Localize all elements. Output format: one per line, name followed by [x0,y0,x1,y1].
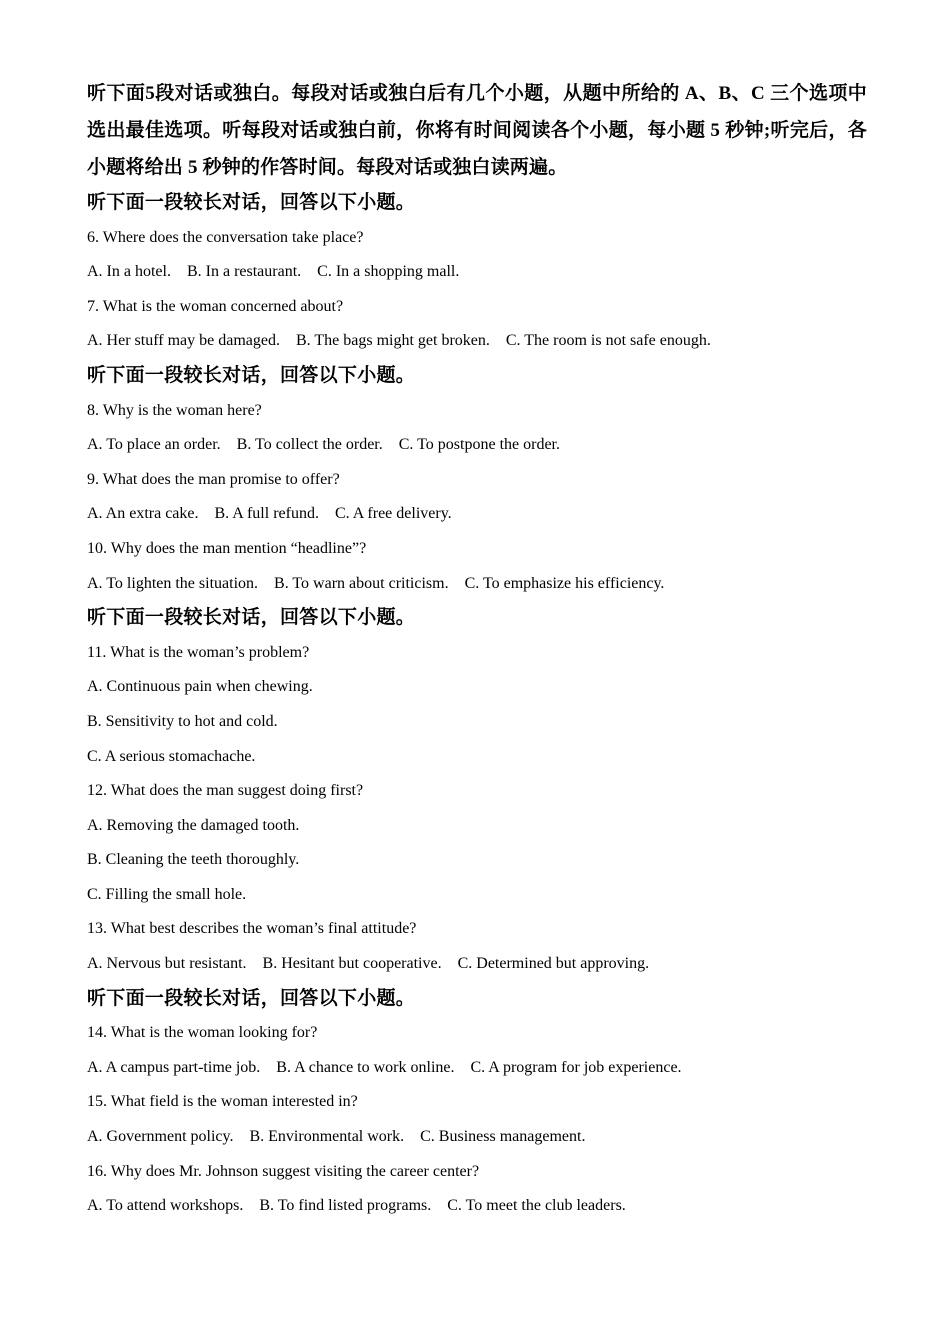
question-section [87,359,867,601]
answer-options: A. Removing the damaged tooth. [87,816,300,834]
answer-options: A. To lighten the situation. B. To warn about criticism. C. To emphasize his efficiency. [87,574,665,592]
question-text: 9. What does the man promise to offer? [87,470,340,488]
answer-options: B. Sensitivity to hot and cold. [87,712,278,730]
answer-options: A. To attend workshops. B. To find listed programs. C. To meet the club leaders. [87,1197,626,1215]
answer-options: B. Cleaning the teeth thoroughly. [87,851,300,869]
question-text: 14. What is the woman looking for? [87,1024,318,1042]
question-section [87,601,867,982]
question-section [87,186,867,359]
answer-options: A. A campus part-time job. B. A chance to work online. C. A program for job experience. [87,1058,682,1076]
question-section [87,982,867,1224]
answer-options: A. Government policy. B. Environmental work. C. Business management. [87,1128,586,1146]
section-title: 听下面一段较长对话，回答以下小题。 [87,364,416,386]
section-title: 听下面一段较长对话，回答以下小题。 [87,987,416,1009]
question-text: 13. What best describes the woman’s final attitude? [87,920,417,938]
question-text: 6. Where does the conversation take place? [87,228,364,246]
question-text: 11. What is the woman’s problem? [87,643,310,661]
answer-options: A. Her stuff may be damaged. B. The bags might get broken. C. The room is not safe enough. [87,332,711,350]
question-text: 7. What is the woman concerned about? [87,297,344,315]
instructions-paragraph: 听下面5段对话或独白。每段对话或独白后有几个小题，从题中所给的 A、B、C 三个选项中选出最佳选项。听每段对话或独白前，你将有时间阅读各个小题，每小题 5 秒钟;听完后，各小题将给出 5 秒钟的作答时间。每段对话或独白读两遍。 [87,83,867,178]
section-title: 听下面一段较长对话，回答以下小题。 [87,192,416,213]
answer-options: A. In a hotel. B. In a restaurant. C. In a shopping mall. [87,263,460,281]
document-page [87,75,867,1224]
answer-options: C. Filling the small hole. [87,885,247,903]
question-text: 16. Why does Mr. Johnson suggest visiting the career center? [87,1162,480,1180]
answer-options: A. Nervous but resistant. B. Hesitant but cooperative. C. Determined but approving. [87,955,650,973]
question-text: 10. Why does the man mention “headline”? [87,539,367,557]
section-title: 听下面一段较长对话，回答以下小题。 [87,607,416,629]
answer-options: A. To place an order. B. To collect the order. C. To postpone the order. [87,436,560,454]
sections-container [87,186,867,1224]
question-text: 15. What field is the woman interested in? [87,1093,358,1111]
question-text: 12. What does the man suggest doing first? [87,782,364,800]
answer-options: A. Continuous pain when chewing. [87,678,313,696]
answer-options: C. A serious stomachache. [87,747,256,765]
answer-options: A. An extra cake. B. A full refund. C. A free delivery. [87,505,452,523]
question-text: 8. Why is the woman here? [87,401,262,419]
